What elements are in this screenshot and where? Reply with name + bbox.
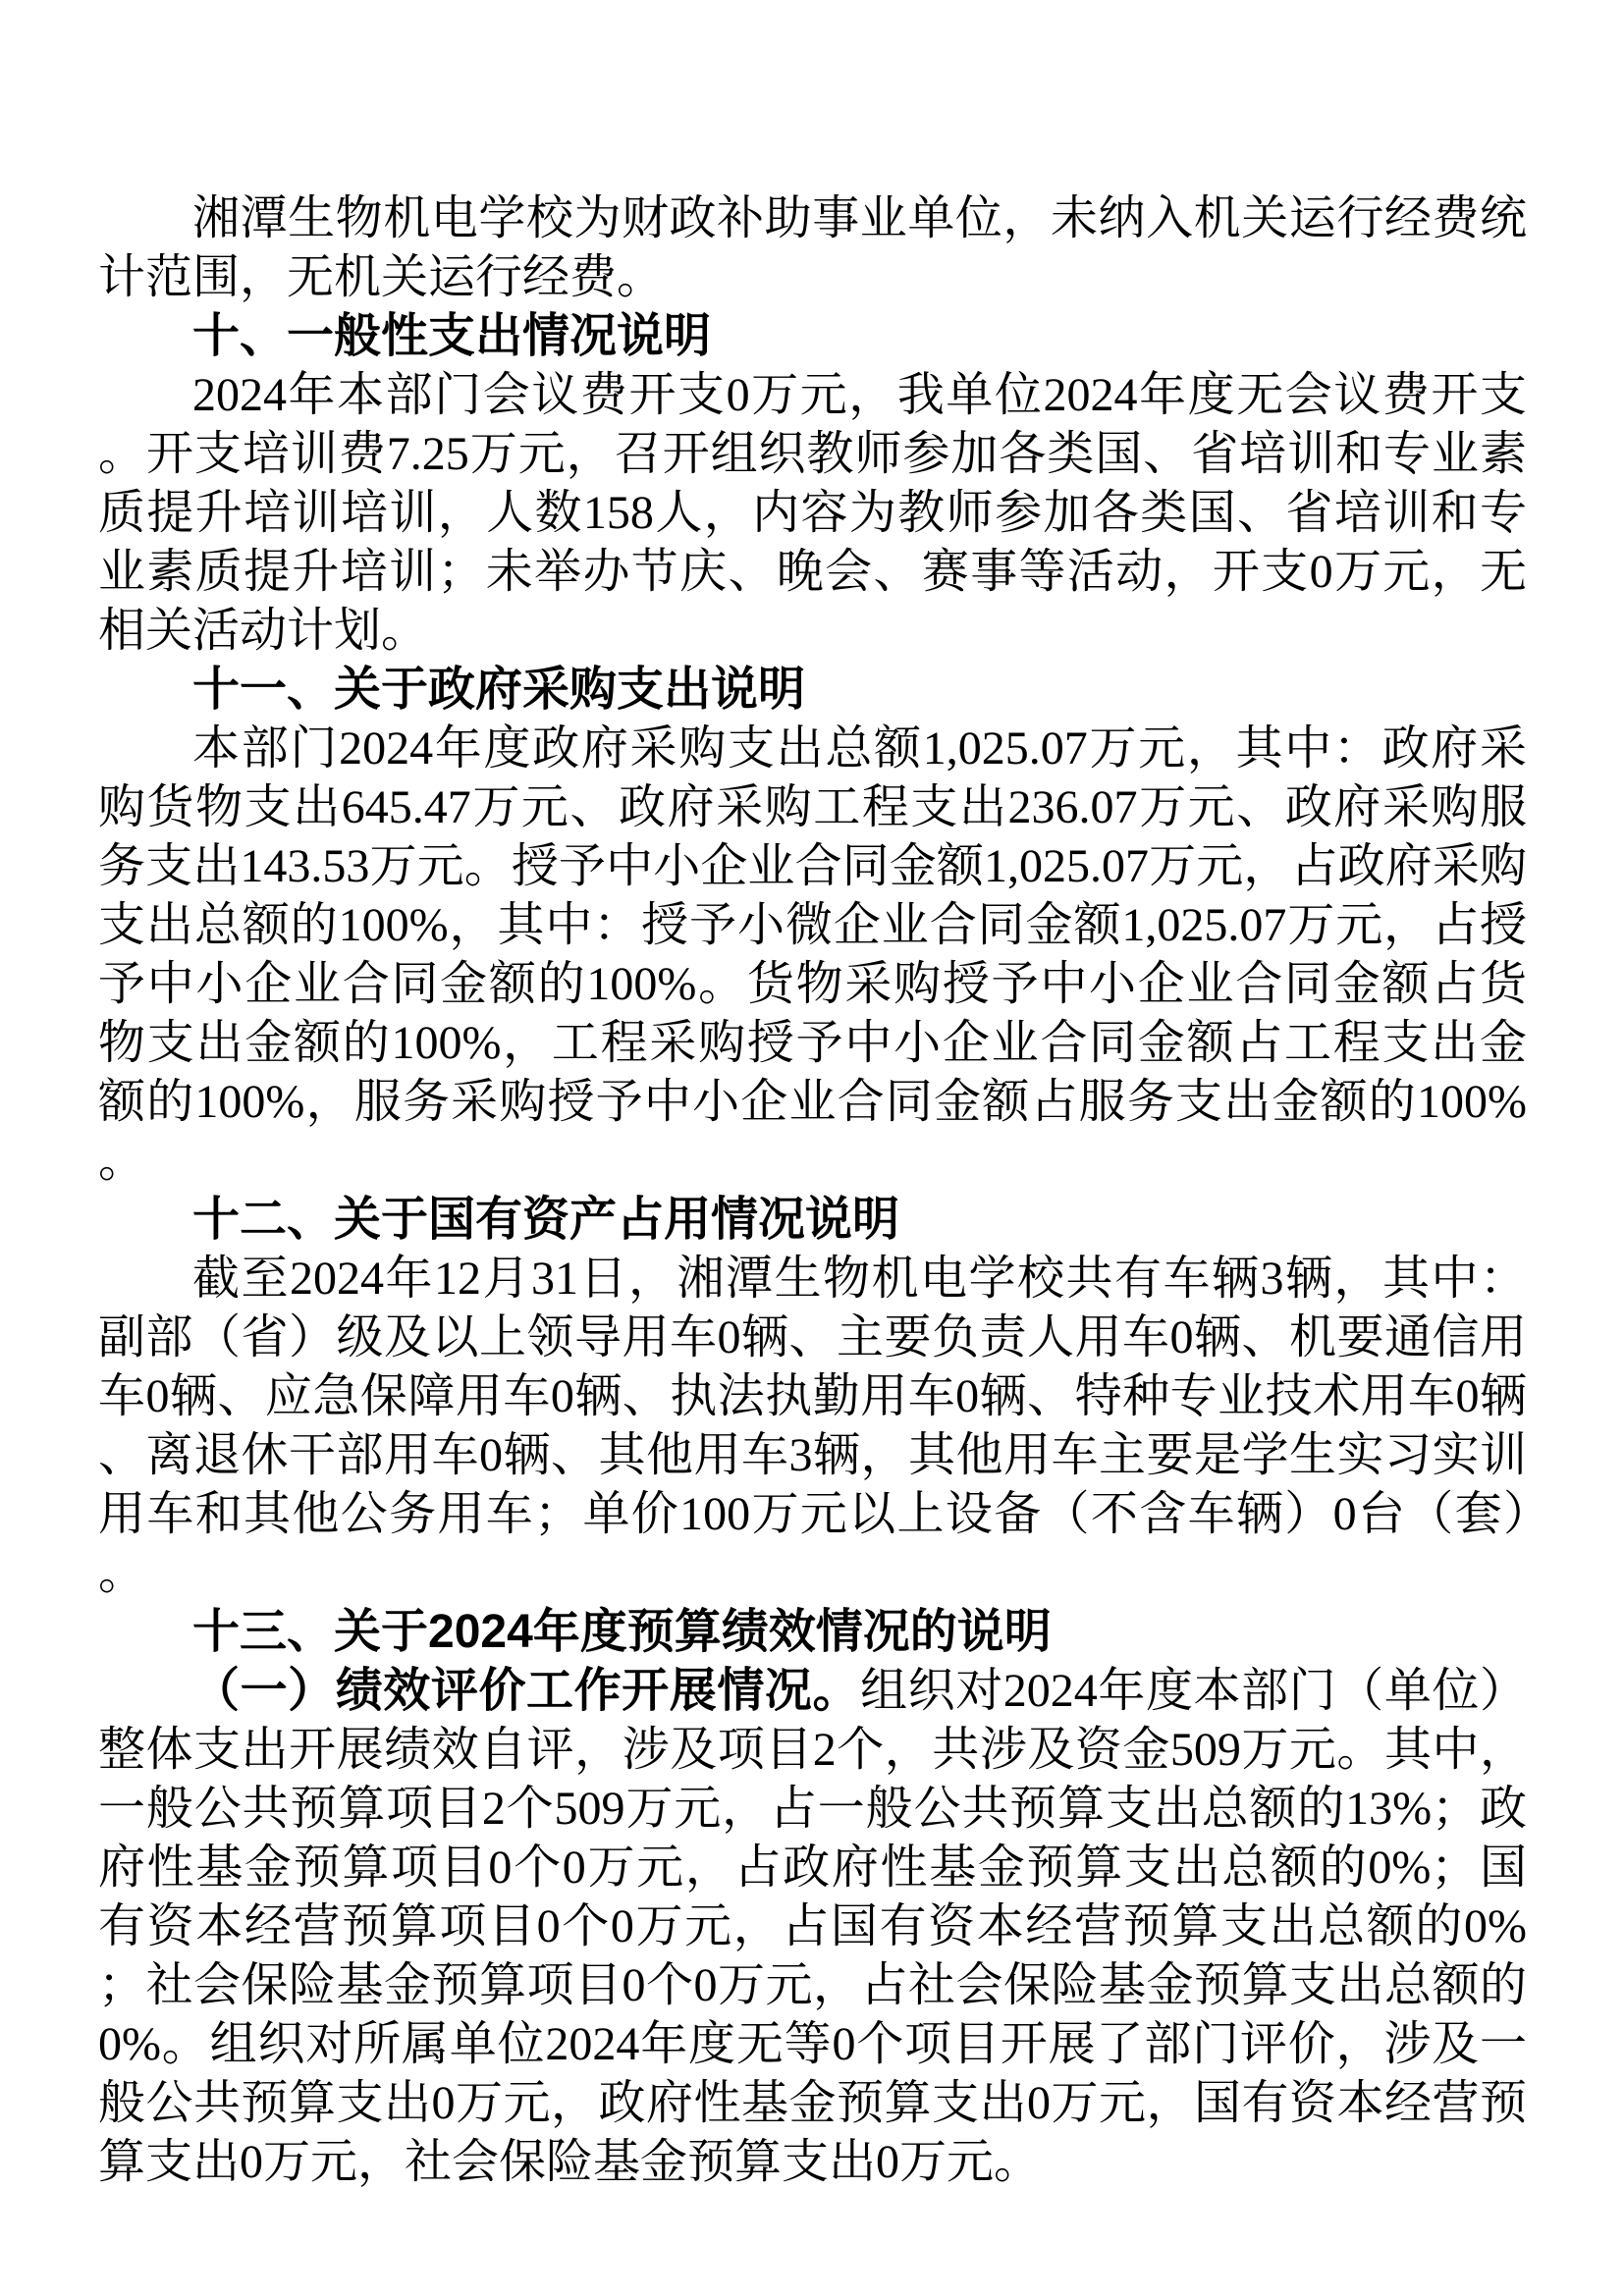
heading-section-12-state-assets: 十二、关于国有资产占用情况说明 (192, 1194, 900, 1246)
paragraph-performance-evaluation (98, 1662, 1527, 2192)
paragraph-state-assets-detail: 截至2024年12月31日，湘潭生物机电学校共有车辆3辆，其中：副部（省）级及以上领导用车0辆、主要负责人用车0辆、机要通信用车0辆、应急保障用车0辆、执法执勤用车0辆、特种专业技术用车0辆、离退休干部用车0辆、其他用车3辆，其他用车主要是学生实习实训用车和其他公务用车；单价100万元以上设备（不含车辆）0台（套）。 (98, 1253, 1527, 1599)
heading-section-10-general-expenditure: 十、一般性支出情况说明 (192, 310, 712, 362)
paragraph-operating-funds: 湘潭生物机电学校为财政补助事业单位，未纳入机关运行经费统计范围，无机关运行经费。 (98, 192, 1527, 303)
document-body (98, 189, 1527, 2192)
paragraph-general-expenditure-detail: 2024年本部门会议费开支0万元，我单位2024年度无会议费开支。开支培训费7.25万元，召开组织教师参加各类国、省培训和专业素质提升培训培训，人数158人，内容为教师参加各类国、省培训和专业素质提升培训；未举办节庆、晚会、赛事等活动，开支0万元，无相关活动计划。 (98, 369, 1527, 657)
performance-evaluation-body-text: 组织对2024年度本部门（单位）整体支出开展绩效自评，涉及项目2个，共涉及资金509万元。其中，一般公共预算项目2个509万元，占一般公共预算支出总额的13%；政府性基金预算项目0个0万元，占政府性基金预算支出总额的0%；国有资本经营预算项目0个0万元，占国有资本经营预算支出总额的0%；社会保险基金预算项目0个0万元，占社会保险基金预算支出总额的0%。组织对所属单位2024年度无等0个项目开展了部门评价，涉及一般公共预算支出0万元，政府性基金预算支出0万元，国有资本经营预算支出0万元，社会保险基金预算支出0万元。 (98, 1665, 1527, 2188)
heading-section-13-budget-performance: 十三、关于2024年度预算绩效情况的说明 (192, 1606, 1052, 1658)
performance-evaluation-lead-label: （一）绩效评价工作开展情况。 (192, 1665, 861, 1717)
heading-section-11-government-procurement: 十一、关于政府采购支出说明 (192, 664, 806, 716)
paragraph-government-procurement-detail: 本部门2024年度政府采购支出总额1,025.07万元，其中：政府采购货物支出645.47万元、政府采购工程支出236.07万元、政府采购服务支出143.53万元。授予中小企业合同金额1,025.07万元，占政府采购支出总额的100%，其中：授予小微企业合同金额1,025.07万元，占授予中小企业合同金额的100%。货物采购授予中小企业合同金额占货物支出金额的100%，工程采购授予中小企业合同金额占工程支出金额的100%，服务采购授予中小企业合同金额占服务支出金额的100%。 (98, 722, 1527, 1187)
